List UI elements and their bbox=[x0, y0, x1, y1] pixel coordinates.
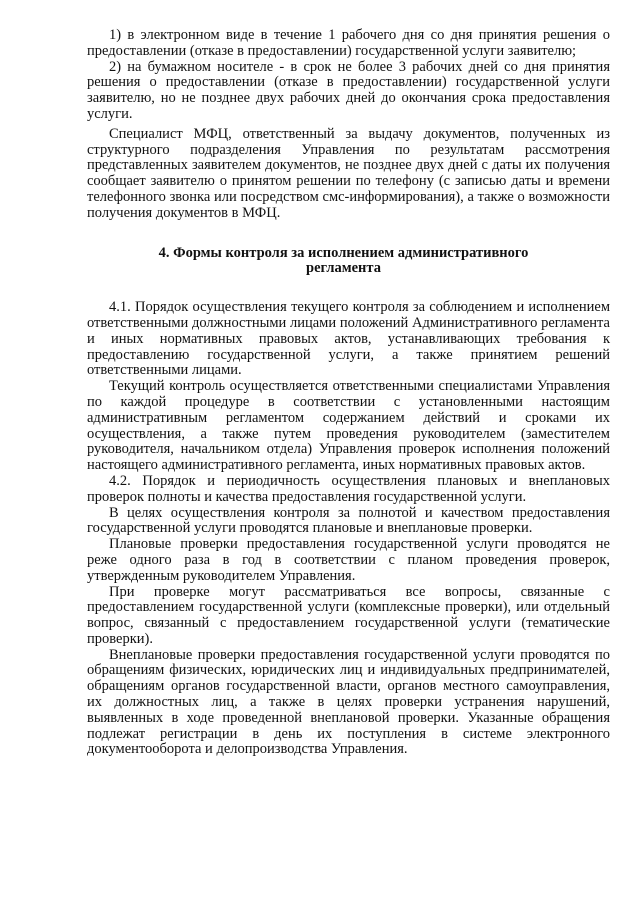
paragraph-mfc-specialist: Специалист МФЦ, ответственный за выдачу документов, полученных из структурного подразделения Управления по результатам рассмотрения представленных заявителем документов, не позднее двух дней с даты их получения сообщает заявителю о принятом решении по телефону (с записью даты и времени телефонного звонка или посредством смс-информирования), а также о возможности получения документов в МФЦ. bbox=[87, 125, 610, 221]
paragraph-check-scope: При проверке могут рассматриваться все вопросы, связанные с предоставлением государственной услуги (комплексные проверки), или отдельный вопрос, связанный с предоставлением государственной услуги (тематические проверки). bbox=[87, 583, 610, 647]
paragraph-unplanned-checks: Внеплановые проверки предоставления государственной услуги проводятся по обращениям физических, юридических лиц и индивидуальных предпринимателей, обращениям органов государственной власти, органов местного самоуправления, их должностных лиц, а также в целях проверки устранения нарушений, выявленных в ходе проведенной внеплановой проверки. Указанные обращения подлежат регистрации в день их поступления в системе электронного документооборота и делопроизводства Управления. bbox=[87, 646, 610, 758]
section-heading: 4. Формы контроля за исполнением административного регламента bbox=[158, 244, 529, 277]
paragraph-4-2: 4.2. Порядок и периодичность осуществления плановых и внеплановых проверок полноты и качества предоставления государственной услуги. bbox=[87, 472, 610, 505]
paragraph-item-2: 2) на бумажном носителе - в срок не более 3 рабочих дней со дня принятия решения о предоставлении (отказе в предоставлении) государственной услуги заявителю, но не позднее двух рабочих дней до окончания срока предоставления услуги. bbox=[87, 58, 610, 122]
document-page bbox=[87, 28, 610, 758]
paragraph-control-purpose: В целях осуществления контроля за полнотой и качеством предоставления государственной услуги проводятся плановые и внеплановые проверки. bbox=[87, 504, 610, 537]
paragraph-current-control: Текущий контроль осуществляется ответственными специалистами Управления по каждой процедуре в соответствии с установленными настоящим административным регламентом содержанием действий и сроками их осуществления, а также путем проведения руководителем (заместителем руководителя, начальником отдела) Управления проверок исполнения положений настоящего административного регламента, иных нормативных правовых актов. bbox=[87, 378, 610, 474]
paragraph-item-1: 1) в электронном виде в течение 1 рабочего дня со дня принятия решения о предоставлении (отказе в предоставлении) государственной услуги заявителю; bbox=[87, 27, 610, 59]
paragraph-4-1: 4.1. Порядок осуществления текущего контроля за соблюдением и исполнением ответственными должностными лицами положений Административного регламента и иных нормативных правовых актов, устанавливающих требования к предоставлению государственной услуги, а также принятием решений ответственными лицами. bbox=[87, 299, 610, 379]
paragraph-planned-checks: Плановые проверки предоставления государственной услуги проводятся не реже одного раза в год в соответствии с планом проведения проверок, утвержденным руководителем Управления. bbox=[87, 536, 610, 584]
